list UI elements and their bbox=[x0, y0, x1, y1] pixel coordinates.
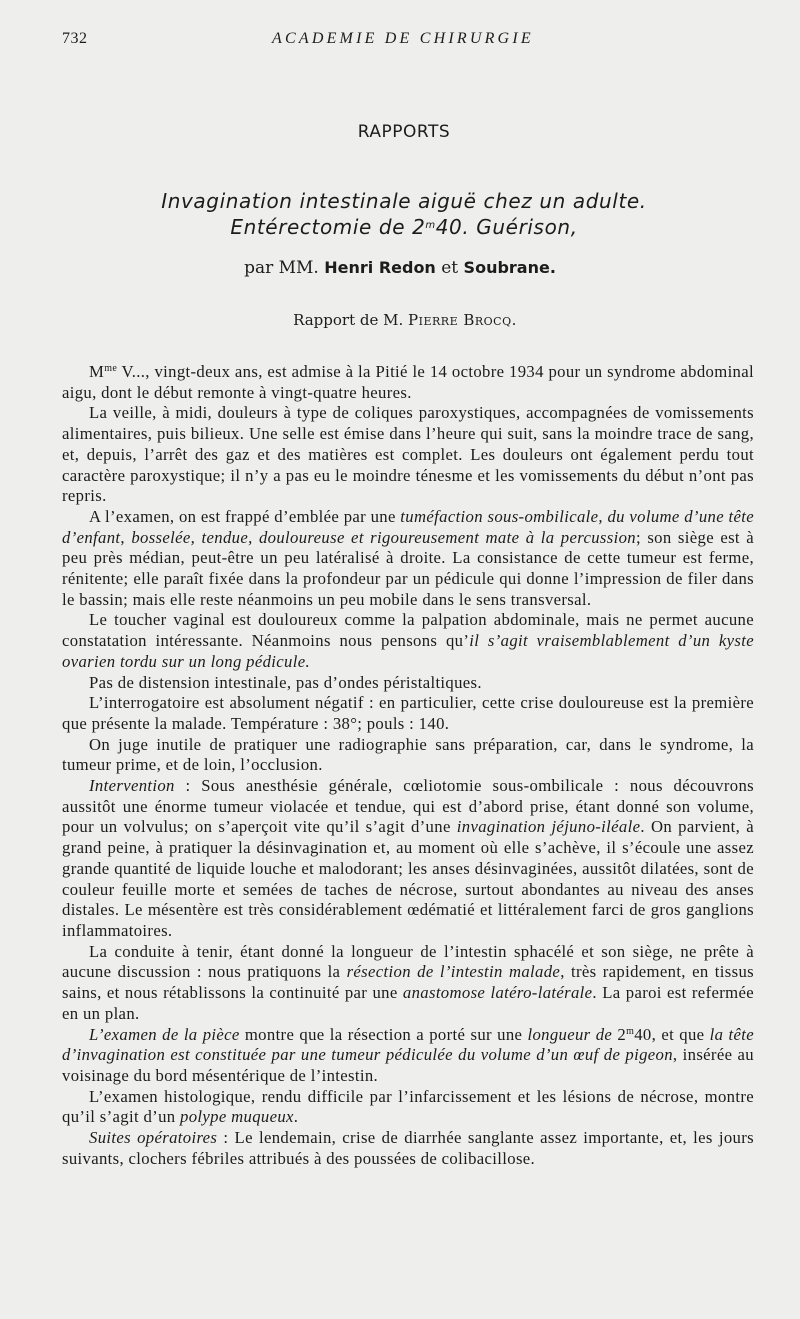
paragraph: Pas de distension intestinale, pas d’ondes péristaltiques. bbox=[89, 672, 482, 692]
paragraph: $M^{me}$ V..., vingt-deux ans, est admise à la Pitié le 14 octobre 1934 pour un syndrome abdominal aigu, dont le début remonte à vingt-quatre heures. bbox=[62, 362, 754, 402]
paragraph: Le toucher vaginal est douloureux comme la palpation abdominale, mais ne permet aucune constatation intéressante. Néanmoins nous pensons qu’il s’agit vraisemblablement d’un kyste ovarien tordu sur un long pédicule. bbox=[62, 610, 754, 671]
article-title-line-1: Invagination intestinale aiguë chez un adulte. bbox=[161, 189, 647, 213]
rapporteur-name: Pierre Brocq. bbox=[408, 311, 517, 329]
report-byline: Rapport de M. Pierre Brocq. bbox=[293, 311, 517, 329]
paragraph: Suites opératoires : Le lendemain, crise de diarrhée sanglante assez importante, et, les jours suivants, clochers fébriles attribués à des poussées de colibacillose. bbox=[62, 1128, 754, 1168]
paragraph: Intervention : Sous anesthésie générale, cœliotomie sous-ombilicale : nous découvrons aussitôt une énorme tumeur violacée et tendue, qui est d’abord prise, étant donné son volume, pour un volvulus; on s’aperçoit vite qu’il s’agit d’une invagination jéjuno-iléale. On parvient, à grand peine, à pratiquer la désinvagination et, au moment où elle s’achève, il s’écoule une assez grande quantité de liquide louche et malodorant; les anses désinvaginées, aussitôt dilatées, sont de couleur feuille morte et semées de taches de nécrose, surtout abondantes au niveau des anses distales. Le mésentère est très considérablement œdématié et littéralement farci de gros ganglions inflammatoires. bbox=[62, 776, 754, 940]
author-name: Henri Redon bbox=[324, 258, 436, 277]
running-header bbox=[62, 30, 760, 54]
journal-title: ACADEMIE DE CHIRURGIE bbox=[272, 30, 534, 47]
article-title bbox=[0, 188, 800, 240]
article-title-line-2: Entérectomie de 2$^m$40. Guérison, bbox=[230, 215, 578, 239]
page-number: 732 bbox=[62, 30, 88, 47]
article-body bbox=[62, 362, 754, 1169]
author-name: Soubrane. bbox=[463, 258, 556, 277]
paragraph: L’examen histologique, rendu difficile par l’infarcissement et les lésions de nécrose, montre qu’il s’agit d’un polype muqueux. bbox=[62, 1086, 754, 1127]
paragraph: L’interrogatoire est absolument négatif : en particulier, cette crise douloureuse est la première que présente la malade. Température : 38°; pouls : 140. bbox=[62, 693, 754, 733]
paragraph: A l’examen, on est frappé d’emblée par une tuméfaction sous-ombilicale, du volume d’une tête d’enfant, bosselée, tendue, douloureuse et rigoureusement mate à la percussion; son siège est à peu près médian, peut-être un peu latéralisé à droite. La consistance de cette tumeur est ferme, rénitente; elle paraît fixée dans la profondeur par un pédicule qui donne l’impression de filer dans le bassin; mais elle reste néanmoins un peu mobile dans le sens transversal. bbox=[62, 506, 755, 609]
article-authors: par MM. Henri Redon et Soubrane. bbox=[244, 258, 556, 278]
paragraph: On juge inutile de pratiquer une radiographie sans préparation, car, dans le syndrome, la tumeur prime, et de loin, l’occlusion. bbox=[62, 734, 754, 775]
paragraph: La veille, à midi, douleurs à type de coliques paroxystiques, accompagnées de vomissements alimentaires, puis bilieux. Une selle est émise dans l’heure qui suit, sans la moindre trace de sang, et, depuis, l’arrêt des gaz et des matières est complet. Les douleurs ont également perdu tout caractère paroxystique; il n’y a pas eu le moindre ténesme et les vomissements du début n’ont pas repris. bbox=[62, 403, 754, 506]
section-title: RAPPORTS bbox=[357, 122, 451, 142]
paragraph: L’examen de la pièce montre que la résection a porté sur une longueur de 2$^m$40, et que la tête d’invagination est constituée par une tumeur pédiculée du volume d’un œuf de pigeon, insérée au voisinage du bord mésentérique de l’intestin. bbox=[62, 1024, 755, 1085]
paragraph: La conduite à tenir, étant donné la longueur de l’intestin sphacélé et son siège, ne prête à aucune discussion : nous pratiquons la résection de l’intestin malade, très rapidement, en tissus sains, et nous rétablissons la continuité par une anastomose latéro-latérale. La paroi est refermée en un plan. bbox=[62, 941, 755, 1023]
